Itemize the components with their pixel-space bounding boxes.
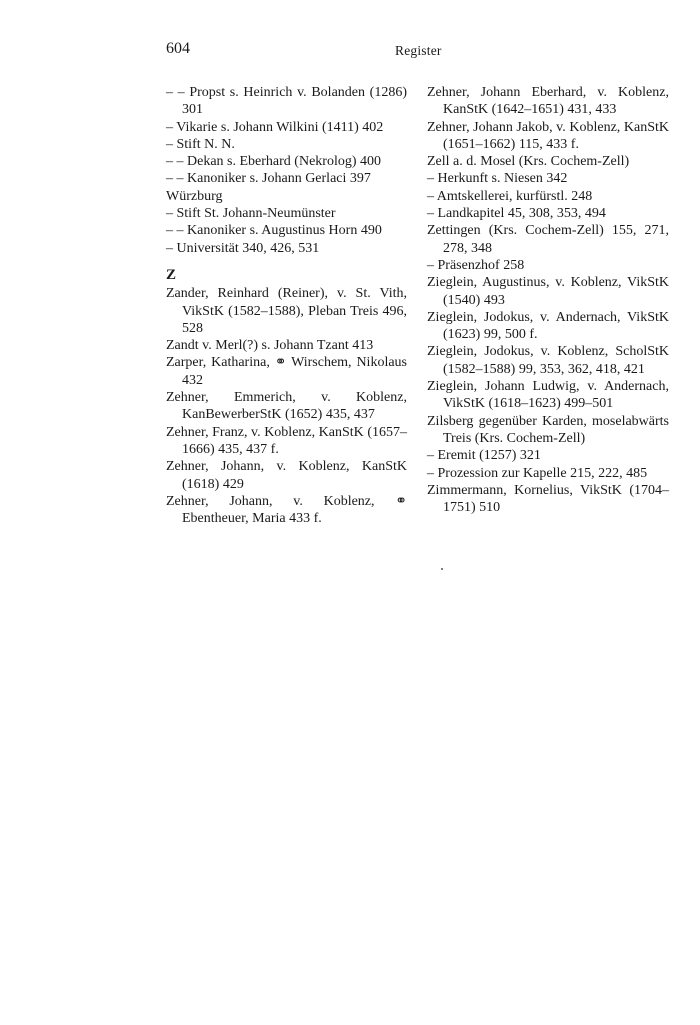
index-entry: – Stift St. Johann-Neumünster (166, 206, 336, 222)
index-entry: Zieglein, Augustinus, v. Koblenz, VikStK (1540) 493 (427, 275, 669, 308)
index-entry: – Prozession zur Kapelle 215, 222, 485 (427, 465, 648, 481)
index-entry: Zieglein, Jodokus, v. Andernach, VikStK (1623) 99, 500 f. (427, 309, 669, 343)
index-entry: Zettingen (Krs. Cochem-Zell) 155, 271, 278, 348 (427, 223, 669, 256)
index-entry: – – Dekan s. Eberhard (Nekrolog) 400 (166, 154, 381, 170)
index-column-left (166, 84, 407, 527)
index-entry: Zehner, Franz, v. Koblenz, KanStK (1657–1666) 435, 437 f. (166, 424, 407, 457)
index-entry: Zarper, Katharina, ⚭ Wirschem, Nikolaus 432 (166, 355, 407, 388)
index-entry: – Herkunft s. Niesen 342 (427, 171, 568, 187)
index-entry: – Universität 340, 426, 531 (166, 240, 320, 256)
index-entry: Zehner, Emmerich, v. Koblenz, KanBewerberStK (1652) 435, 437 (166, 390, 407, 423)
index-entry: – Amtskellerei, kurfürstl. 248 (427, 188, 593, 204)
index-entry: Zieglein, Jodokus, v. Koblenz, ScholStK (1582–1588) 99, 353, 362, 418, 421 (427, 344, 669, 377)
index-entry: Zander, Reinhard (Reiner), v. St. Vith, VikStK (1582–1588), Pleban Treis 496, 528 (166, 286, 407, 336)
section-letter: Z (166, 266, 177, 283)
index-column-right (427, 84, 669, 516)
index-entry: – Vikarie s. Johann Wilkini (1411) 402 (166, 119, 384, 135)
index-entry: Zehner, Johann, v. Koblenz, KanStK (1618) 429 (166, 459, 407, 492)
index-entry: – Präsenzhof 258 (427, 257, 525, 273)
index-entry: Zilsberg gegenüber Karden, moselabwärts Treis (Krs. Cochem-Zell) (427, 413, 669, 446)
index-entry: – – Propst s. Heinrich v. Bolanden (1286) 301 (166, 85, 407, 118)
index-entry: – Landkapitel 45, 308, 353, 494 (427, 206, 606, 222)
index-entry: – – Kanoniker s. Johann Gerlaci 397 (166, 171, 371, 187)
index-entry: Würzburg (166, 188, 223, 204)
index-entry: Zimmermann, Kornelius, VikStK (1704–1751) 510 (427, 482, 669, 516)
running-head: Register (395, 43, 442, 58)
page-number: 604 (166, 40, 190, 57)
index-entry: Zell a. d. Mosel (Krs. Cochem-Zell) (427, 154, 630, 170)
index-entry: – – Kanoniker s. Augustinus Horn 490 (166, 223, 382, 239)
index-entry: Zehner, Johann Eberhard, v. Koblenz, KanStK (1642–1651) 431, 433 (427, 85, 669, 118)
index-entry: Zandt v. Merl(?) s. Johann Tzant 413 (166, 338, 374, 354)
index-entry: – Eremit (1257) 321 (427, 448, 541, 464)
index-entry: Zehner, Johann, v. Koblenz, ⚭ Ebentheuer, Maria 433 f. (166, 493, 407, 527)
index-entry: Zieglein, Johann Ludwig, v. Andernach, VikStK (1618–1623) 499–501 (427, 379, 669, 412)
index-entry: Zehner, Johann Jakob, v. Koblenz, KanStK (1651–1662) 115, 433 f. (427, 119, 669, 152)
index-entry: – Stift N. N. (166, 136, 235, 152)
stray-ink-dot (441, 568, 443, 570)
